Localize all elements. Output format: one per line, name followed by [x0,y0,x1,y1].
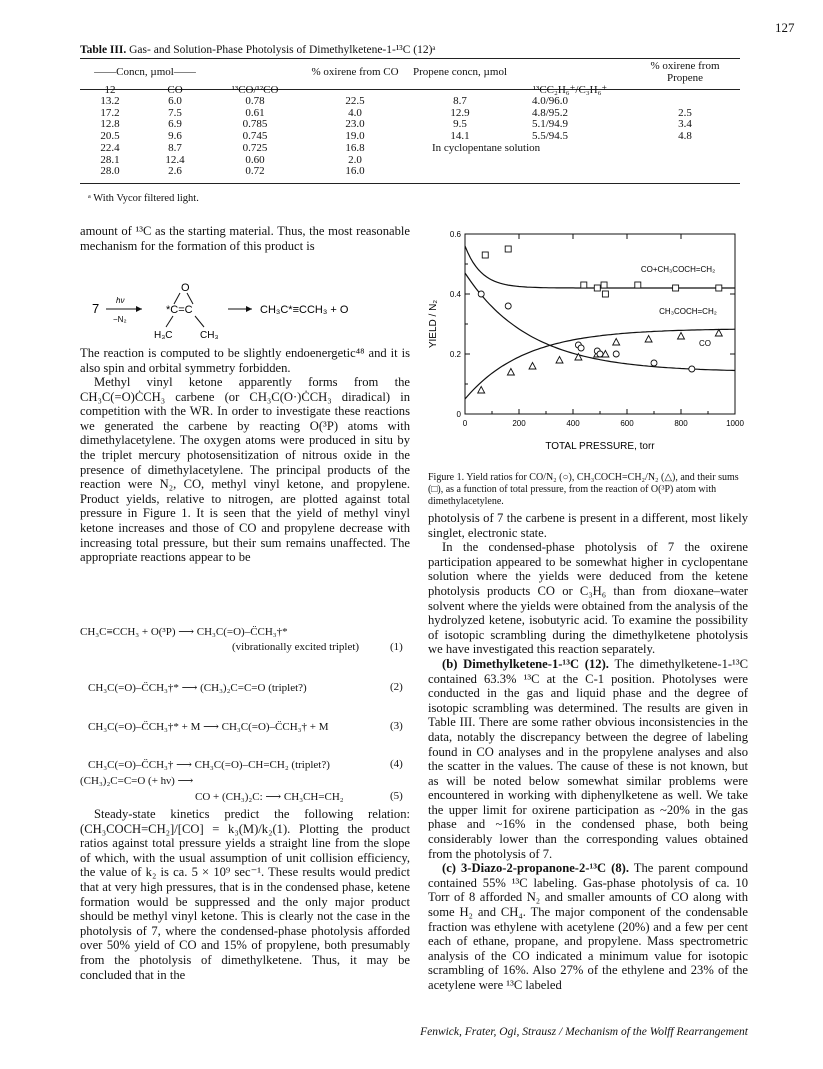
table-cell [410,155,510,167]
data-point-mvk [556,357,563,364]
table-cell: 4.8/95.2 [532,106,569,119]
table-cell: 19.0 [345,130,365,143]
table-cell: 17.2 [100,106,120,119]
data-point-sum [673,285,679,291]
table-row [80,166,740,178]
table-cell: 12.9 [450,106,470,119]
reaction-3-number: (3) [390,720,403,732]
solution-note: In cyclopentane solution [432,141,541,154]
reaction-1: CH₃C≡CCH₃ + O(³P) ⟶ CH₃C(=O)–C̈CH₃†* [80,626,288,638]
table-caption-text: Gas- and Solution-Phase Photolysis of Dimethylketene-1-¹³C (12)ᵃ [129,44,436,56]
x-tick-label: 400 [566,419,580,428]
data-point-co [578,345,584,351]
table-cell [510,166,630,178]
x-tick-label: 0 [462,419,468,428]
left-para-1: amount of ¹³C as the starting material. Thus, the most reasonable mechanism for the formation of this product is [80,224,410,253]
table-cell: 12.4 [165,153,185,166]
data-point-co [505,303,511,309]
scheme-bond [195,316,204,327]
table-cell: 2.0 [348,153,362,166]
table-cell: 16.0 [345,165,365,178]
reaction-4: CH₃C(=O)–C̈CH₃† ⟶ CH₃C(=O)–CH=CH₂ (triplet?) [88,759,330,771]
reaction-1-note: (vibrationally excited triplet) [232,641,360,653]
table-cell: 0.60 [245,153,265,166]
table-header: % oxirene from CO [311,66,399,78]
table-cell: 5.1/94.9 [532,118,569,131]
x-tick-label: 200 [512,419,526,428]
right-para-1: photolysis of 7 the carbene is present in a different, most likely singlet, electronic state. [428,511,748,540]
data-point-sum [716,285,722,291]
table-iii [80,58,740,178]
table-cell [630,96,740,108]
scheme-arrowhead [136,306,142,312]
right-para-3-body: The dimethylketene-1-¹³C contained 63.3% ¹³C at the C-1 position. Photolyses were conducted in the gas and liquid phase and the degree of isotopic scrambling was determined. The results are given in Table III. There are some rather obvious inconsistencies in the data, notably the discrepancy between the degree of labeling found in CO analyses and in the propylene analyses and also the scatter in the values. The cause of these is not known, but as will be noted below somewhat similar problems were encountered in working with diphenylketene as well. We take the upper limit for oxirene participation as ~20% in the gas phase and ~16% in the condensed phase, both being considerably lower than the corresponding values obtained from the photolysis of 7. [428,656,749,861]
series-label-sum: CO+CH₃COCH=CH₂ [640,265,716,274]
scheme-bond [174,293,180,304]
table-cell: 4.0/96.0 [532,95,569,107]
scheme-label: 7 [92,301,100,316]
scheme-bond [187,293,193,304]
reaction-2-number: (2) [390,681,403,693]
table-header: ¹³CO/¹²CO [231,84,279,96]
data-point-mvk [478,387,485,394]
left-para-4: Steady-state kinetics predict the following relation: (CH₃COCH=CH₂]/[CO] = k₃(M)/k₂(1). Plotting the product ratios against total pressure yields a straight line from the slope of which, with the usual assumption of unit collision efficiency, the value of k₂ is ca. 5 × 10⁹ sec⁻¹. These results would predict that at very high pressures, that is in the condensed phase, ketene formation would be suppressed and the only major product should be methyl vinyl ketone. This is clearly not the case in the photolysis of 7, where the condensed-phase photolysis afforded over 50% yield of CO and 15% of propylene, both presumably from the photolysis of dimethylketene. Thus, it may be concluded that in the [80,807,410,982]
table-cell [630,166,740,178]
data-point-mvk [645,336,652,343]
reaction-5b: CO + (CH₃)₂C: ⟶ CH₃CH=CH₂ [195,791,344,803]
series-label-mvk: CH₃COCH=CH₂ [659,307,717,316]
data-point-mvk [507,369,514,376]
plot-frame [465,234,735,414]
right-para-4-head: (c) 3-Diazo-2-propanone-2-¹³C (8). [442,861,629,876]
table-caption [80,44,436,56]
figure-caption: Figure 1. Yield ratios for CO/N₂ (○), CH₃COCH=CH₂/N₂ (△), and their sums (□), as a function of total pressure, from the reaction of O(³P) atom with dimethylacetylene. [428,472,739,507]
table-bottom-rule [80,183,740,184]
table-cell: 6.0 [168,95,182,107]
y-axis-label: YIELD / N₂ [428,299,439,349]
y-tick-label: 0.4 [449,290,461,299]
table-cell: 0.725 [242,141,268,154]
left-para-3: Methyl vinyl ketone apparently forms from the CH₃C(=O)ĊCH₃ carbene (or CH₃C(O·)ĊCH₃ diradical) in competition with the WR. In order to investigate these reactions we generated the carbene by reacting O(³P) atoms with dimethylacetylene. The oxygen atoms were produced in situ by the triplet mercury photosensitization of nitrous oxide in the presence of dimethylacetylene. The principal products of the reaction were N₂, CO, methyl vinyl ketone, and propylene. Product yields, relative to nitrogen, are plotted against total pressure in Figure 1. It is seen that the yield of methyl vinyl ketone increases and those of CO and propylene decrease with increasing total pressure, but their sum remains unaffected. The appropriate reactions appear to be [80,375,410,565]
scheme-bond [166,316,173,327]
right-column [428,511,748,993]
right-para-4-body: The parent compound contained 55% ¹³C labeling. Gas-phase photolysis of ca. 10 Torr of 8 afforded N₂ and smaller amounts of CO along with some H₂ and CH₄. The major component of the condensable fraction was ethylene with acetylene (20%) and a few per cent each of ethane, propane, and propylene. Mass spectrometric analysis of the CO indicated a minimum value for isotopic scrambling of 16%. Also 27% of the ethylene and 23% of the acetylene were ¹³C labeled [428,861,749,992]
right-para-2: In the condensed-phase photolysis of 7 the oxirene participation appeared to be somewhat higher in cyclopentane solution where the yields were deduced from the ketene photolysis products CO or C₃H₆ than from dioxane–water solvent where the yields were obtained from the analysis of the hydrolyzed ketene, isobutyric acid. To examine the possibility of isotopic scrambling during the dimethylketene photolysis we have investigated this reaction separately. [428,540,748,657]
reaction-3: CH₃C(=O)–C̈CH₃†* + M ⟶ CH₃C(=O)–C̈CH₃† + M [88,721,329,733]
reaction-5-number: (5) [390,790,403,802]
scheme-hv: hν [116,296,125,305]
table-row [80,96,740,108]
reaction-1-number: (1) [390,641,403,653]
table-cell: 28.1 [100,153,120,166]
y-tick-label: 0 [456,410,461,419]
data-point-co [651,360,657,366]
table-cell: 9.5 [453,118,467,131]
oxirene-scheme [80,280,410,342]
data-point-sum [581,282,587,288]
table-cell: 0.61 [245,106,265,119]
table-cell: 0.72 [245,165,265,178]
x-tick-label: 1000 [726,419,744,428]
table-header: Propene concn, µmol [412,66,507,78]
data-point-sum [594,285,600,291]
table-cell: 0.785 [242,118,268,131]
table-cell: 0.745 [242,130,268,143]
table-cell: 22.5 [345,95,365,107]
data-point-mvk [613,339,620,346]
data-point-co [478,291,484,297]
table-header: CO [167,84,183,96]
table-cell: 4.8 [678,130,692,143]
table-cell: 12.8 [100,118,120,131]
x-tick-label: 600 [620,419,634,428]
table-cell: 6.9 [168,118,182,131]
table-header: % oxirene from Propene [650,60,720,84]
right-para-3-head: (b) Dimethylketene-1-¹³C (12). [442,656,609,671]
table-cell: 2.6 [168,165,182,178]
x-tick-label: 800 [674,419,688,428]
table-cell [510,155,630,167]
y-tick-label: 0.6 [449,230,461,239]
y-tick-label: 0.2 [449,350,461,359]
right-para-4 [428,861,748,992]
table-header: 12 [104,84,116,96]
table-cell: 5.5/94.5 [532,130,569,143]
table-cell: 8.7 [453,95,467,107]
reaction-4-number: (4) [390,758,403,770]
scheme-arrowhead [246,306,252,312]
scheme-o: O [181,282,190,294]
table-cell: 16.8 [345,141,365,154]
page-footer: Fenwick, Frater, Ogi, Strausz / Mechanism of the Wolff Rearrangement [420,1026,748,1038]
table-cell: 20.5 [100,130,120,143]
figure-1-chart [420,224,750,468]
table-cell: 7.5 [168,106,182,119]
x-axis-label: TOTAL PRESSURE, torr [545,441,655,452]
data-point-mvk [715,330,722,337]
table-cell: 22.4 [100,141,120,154]
reaction-2: CH₃C(=O)–C̈CH₃†* ⟶ (CH₃)₂C=C=O (triplet?) [88,682,307,694]
table-cell: 8.7 [168,141,182,154]
data-point-sum [635,282,641,288]
data-point-co [597,351,603,357]
left-para-2: The reaction is computed to be slightly endoenergetic⁴⁸ and it is also spin and orbital symmetry forbidden. [80,346,410,375]
table-cell: 2.5 [678,106,692,119]
data-point-mvk [678,333,685,340]
table-cell [410,166,510,178]
scheme-h3c: H₃C [154,330,173,341]
table-cell: 23.0 [345,118,365,131]
data-point-sum [602,291,608,297]
table-group-header: ——Concn, µmol—— [94,66,196,78]
data-point-sum [482,252,488,258]
table-cell [630,155,740,167]
scheme-product: CH₃C*≡CCH₃ + O [260,304,349,316]
table-cell: 0.78 [245,95,265,107]
table-footnote: ᵃ With Vycor filtered light. [88,193,199,204]
table-cell: 28.0 [100,165,120,178]
trend-curve [465,329,735,399]
table-header: ¹³CC₂H₆⁺/C₃H₆⁺ [532,84,608,96]
table-cell: 4.0 [348,106,362,119]
data-point-sum [505,246,511,252]
data-point-co [689,366,695,372]
table-caption-label: Table III. [80,44,127,56]
table-cell: 9.6 [168,130,182,143]
data-point-co [613,351,619,357]
table-cell: 13.2 [100,95,120,107]
series-label-co: CO [699,339,711,348]
table-cell: 3.4 [678,118,692,131]
scheme-ch3: CH₃ [200,330,219,341]
reaction-5a: (CH₃)₂C=C=O (+ hν) ⟶ [80,775,194,787]
scheme-n2: −N₂ [113,315,127,324]
table-row [80,143,740,155]
page-number: 127 [775,20,795,35]
table-cell: 14.1 [450,130,470,143]
data-point-mvk [529,363,536,370]
data-point-sum [601,282,607,288]
scheme-mid: *C=C [166,304,193,316]
right-para-3 [428,657,748,861]
